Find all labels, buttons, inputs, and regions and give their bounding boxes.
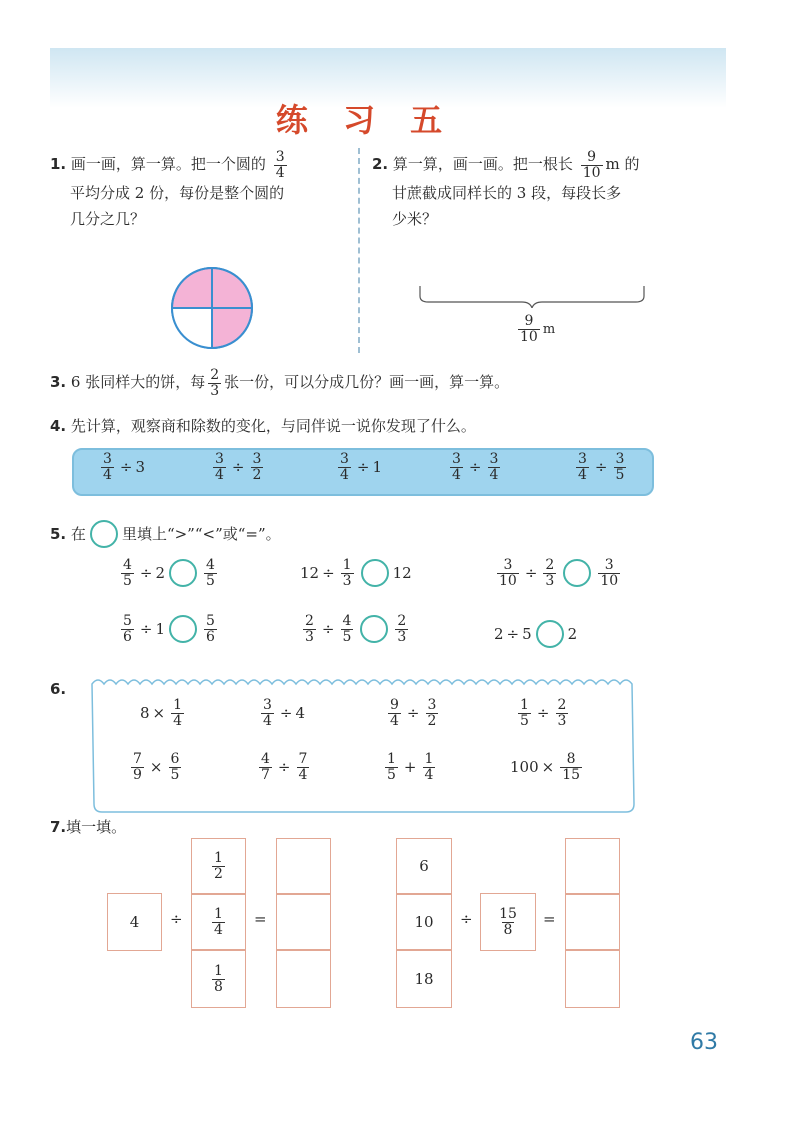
answer-circle[interactable] [361,559,389,587]
q6-expr-7: $\frac{1}{5}$ + $\frac{1}{4}$ [387,751,434,783]
answer-circle [90,520,118,548]
answer-circle[interactable] [563,559,591,587]
q1-line2: 平均分成 2 份，每份是整个圆的 [70,184,285,203]
q6-expr-4: $\frac{1}{5}$ ÷ $\frac{2}{3}$ [520,697,567,729]
answer-circle[interactable] [360,615,388,643]
q6-expr-5: $\frac{7}{9}$ × $\frac{6}{5}$ [133,751,180,783]
q7-left-divisor-1: $\frac{1}{2}$ [191,838,246,894]
q1-text: 画一画，算一算。把一个圆的 [70,155,266,174]
q2-unit: m 的 [605,155,640,174]
q6-expr-1: 8 × $\frac{1}{4}$ [140,697,183,729]
q5-expr-2: 12 ÷ $\frac{1}{3}$ 12 [300,557,412,589]
page-number: 63 [690,1030,718,1055]
question-4: 4. 先计算，观察商和除数的变化，与同伴说一说你发现了什么。 [50,417,476,435]
q7-left-answer-1[interactable] [276,838,331,894]
q5-expr-6: 2 ÷ 5 2 [494,620,577,648]
q6-number: 6. [50,680,67,698]
q2-number: 2. [372,155,389,174]
answer-circle[interactable] [169,615,197,643]
q1-line3: 几分之几？ [70,210,146,229]
question-1 [50,150,355,232]
q4-expr-3: $\frac{3}{4}$ ÷ 1 [340,451,383,483]
question-7: 7.填一填。 [50,818,127,836]
q7-right-dividend-3: 18 [396,950,452,1008]
q6-expr-6: $\frac{4}{7}$ ÷ $\frac{7}{4}$ [261,751,308,783]
q7-right-answer-3[interactable] [565,950,620,1008]
q5-expr-4: $\frac{5}{6}$ ÷ 1 $\frac{5}{6}$ [123,613,215,645]
q7-left-div-sign: ÷ [170,910,183,928]
answer-circle[interactable] [169,559,197,587]
q7-right-dividend-2: 10 [396,894,452,950]
q7-right-divisor: $\frac{15}{8}$ [480,893,536,951]
q7-left-divisor-2: $\frac{1}{4}$ [191,894,246,950]
q7-right-equals: = [543,910,556,928]
q6-expr-8: 100 × $\frac{8}{15}$ [510,751,581,783]
q7-right-dividend-1: 6 [396,838,452,894]
divider-line [358,148,360,353]
question-3: 3. 6 张同样大的饼，每 $\frac{2}{3}$ 张一份，可以分成几份？画一画，算一算。 [50,367,510,399]
circle-diagram [170,266,254,350]
q5-expr-1: $\frac{4}{5}$ ÷ 2 $\frac{4}{5}$ [123,557,215,589]
answer-circle[interactable] [536,620,564,648]
q4-expr-5: $\frac{3}{4}$ ÷ $\frac{3}{5}$ [578,451,625,483]
q2-text: 算一算，画一画。把一根长 [392,155,573,174]
q6-expr-3: $\frac{9}{4}$ ÷ $\frac{3}{2}$ [390,697,437,729]
q4-expr-2: $\frac{3}{4}$ ÷ $\frac{3}{2}$ [215,451,262,483]
q7-left-divisor-3: $\frac{1}{8}$ [191,950,246,1008]
q7-left-dividend: 4 [107,893,162,951]
brace-diagram [418,284,646,308]
q6-expr-2: $\frac{3}{4}$ ÷ 4 [263,697,306,729]
q2-line2: 甘蔗截成同样长的 3 段，每段长多 [392,184,622,203]
brace-label: $\frac{9}{10}$ m [520,313,556,345]
q7-left-answer-2[interactable] [276,894,331,950]
q7-right-answer-2[interactable] [565,894,620,950]
q6-scalloped-frame [86,674,642,816]
q7-right-answer-1[interactable] [565,838,620,894]
q7-right-div-sign: ÷ [460,910,473,928]
question-2 [372,150,692,232]
q5-expr-5: $\frac{2}{3}$ ÷ $\frac{4}{5}$ $\frac{2}{3}$ [305,613,407,645]
q1-fraction: $\frac{3}{4}$ [275,149,285,181]
q1-number: 1. [50,155,67,174]
question-5: 5. 在 里填上“>”“<”或“=”。 [50,520,750,548]
q2-line3: 少米？ [392,210,438,229]
q4-expr-4: $\frac{3}{4}$ ÷ $\frac{3}{4}$ [452,451,499,483]
q7-left-answer-3[interactable] [276,950,331,1008]
q7-left-equals: = [254,910,267,928]
q4-expr-1: $\frac{3}{4}$ ÷ 3 [103,451,146,483]
q2-fraction: $\frac{9}{10}$ [582,149,601,181]
page-title: 练 习 五 [275,101,455,139]
q5-expr-3: $\frac{3}{10}$ ÷ $\frac{2}{3}$ $\frac{3}{10}$ [499,557,619,589]
